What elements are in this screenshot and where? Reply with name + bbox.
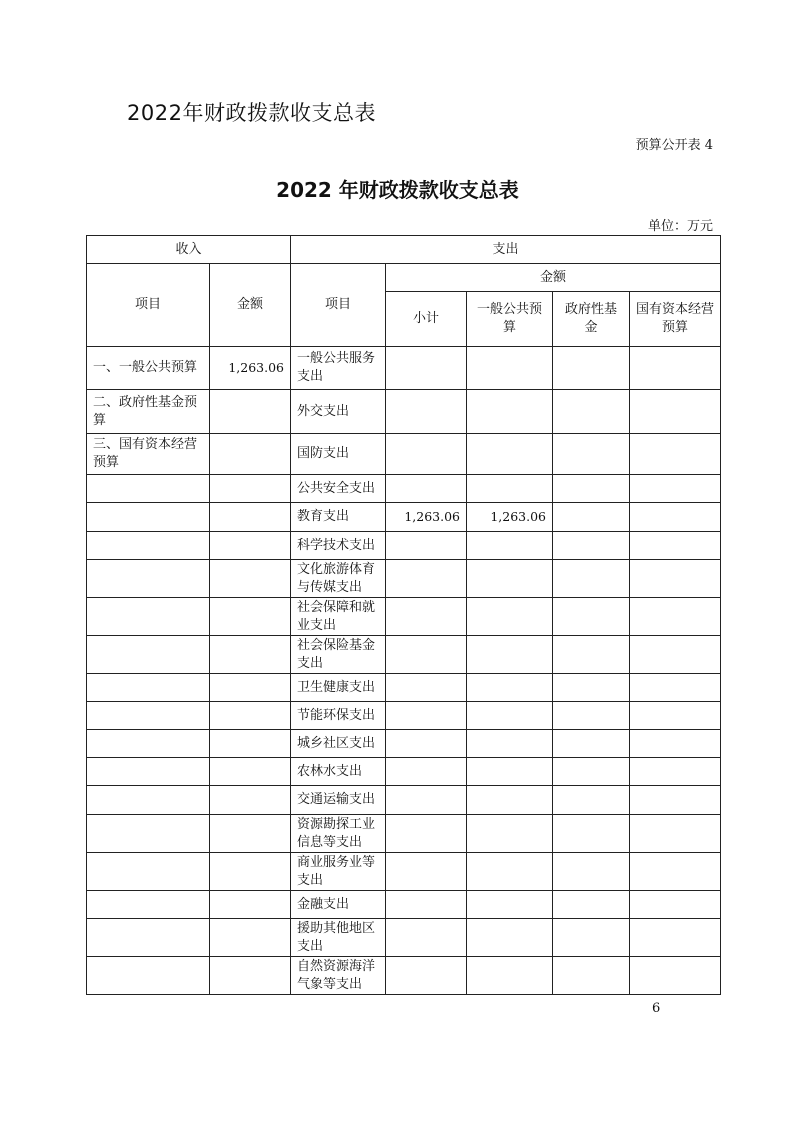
income-item-cell xyxy=(87,891,210,919)
income-amount-cell xyxy=(210,674,291,702)
general-budget-cell xyxy=(467,758,553,786)
income-amount-cell xyxy=(210,434,291,475)
expense-item-cell: 金融支出 xyxy=(291,891,386,919)
gov-fund-cell xyxy=(553,815,630,853)
table-row xyxy=(87,560,721,598)
subtotal-cell xyxy=(386,786,467,815)
subtotal-cell: 1,263.06 xyxy=(386,503,467,532)
header-row-1 xyxy=(87,236,721,264)
general-budget-cell xyxy=(467,730,553,758)
income-item-cell: 三、国有资本经营预算 xyxy=(87,434,210,475)
general-budget-cell xyxy=(467,475,553,503)
state-capital-cell xyxy=(630,853,721,891)
state-capital-cell xyxy=(630,674,721,702)
state-capital-cell xyxy=(630,532,721,560)
income-item-cell xyxy=(87,730,210,758)
gov-fund-cell xyxy=(553,730,630,758)
income-amount-header: 金额 xyxy=(210,264,291,347)
state-capital-cell xyxy=(630,434,721,475)
header-row-2 xyxy=(87,264,721,292)
subtotal-cell xyxy=(386,598,467,636)
gov-fund-cell xyxy=(553,347,630,390)
income-item-cell xyxy=(87,532,210,560)
page-number: 6 xyxy=(652,1001,661,1016)
general-budget-cell xyxy=(467,674,553,702)
subtotal-cell xyxy=(386,957,467,995)
income-item-cell xyxy=(87,957,210,995)
income-item-cell xyxy=(87,702,210,730)
expense-item-header: 项目 xyxy=(291,264,386,347)
general-budget-cell xyxy=(467,786,553,815)
state-capital-cell xyxy=(630,347,721,390)
table-row xyxy=(87,758,721,786)
general-budget-cell: 1,263.06 xyxy=(467,503,553,532)
expense-item-cell: 一般公共服务支出 xyxy=(291,347,386,390)
general-budget-cell xyxy=(467,919,553,957)
general-budget-cell xyxy=(467,815,553,853)
gov-fund-cell xyxy=(553,786,630,815)
general-budget-cell xyxy=(467,598,553,636)
income-item-cell xyxy=(87,853,210,891)
state-capital-cell xyxy=(630,815,721,853)
state-capital-cell xyxy=(630,475,721,503)
gov-fund-cell xyxy=(553,957,630,995)
gov-fund-cell xyxy=(553,674,630,702)
subtotal-cell xyxy=(386,758,467,786)
form-number: 预算公开表 4 xyxy=(635,138,713,153)
table-row xyxy=(87,475,721,503)
state-capital-cell xyxy=(630,598,721,636)
state-capital-cell xyxy=(630,786,721,815)
income-item-cell xyxy=(87,560,210,598)
income-amount-cell xyxy=(210,475,291,503)
general-budget-cell xyxy=(467,957,553,995)
income-amount-cell: 1,263.06 xyxy=(210,347,291,390)
table-row xyxy=(87,347,721,390)
expense-item-cell: 城乡社区支出 xyxy=(291,730,386,758)
expense-item-cell: 科学技术支出 xyxy=(291,532,386,560)
gov-fund-cell xyxy=(553,532,630,560)
income-amount-cell xyxy=(210,730,291,758)
general-budget-header: 一般公共预算 xyxy=(467,292,553,347)
state-capital-cell xyxy=(630,636,721,674)
expense-item-cell: 文化旅游体育与传媒支出 xyxy=(291,560,386,598)
income-item-cell xyxy=(87,475,210,503)
subtotal-cell xyxy=(386,891,467,919)
income-amount-cell xyxy=(210,853,291,891)
table-row xyxy=(87,598,721,636)
subtotal-header: 小计 xyxy=(386,292,467,347)
subtotal-cell xyxy=(386,434,467,475)
state-capital-cell xyxy=(630,560,721,598)
expense-item-cell: 援助其他地区支出 xyxy=(291,919,386,957)
table-row xyxy=(87,532,721,560)
state-capital-cell xyxy=(630,919,721,957)
income-item-cell xyxy=(87,503,210,532)
gov-fund-cell xyxy=(553,702,630,730)
gov-fund-cell xyxy=(553,598,630,636)
table-row xyxy=(87,957,721,995)
general-budget-cell xyxy=(467,891,553,919)
income-amount-cell xyxy=(210,636,291,674)
expense-item-cell: 公共安全支出 xyxy=(291,475,386,503)
income-item-cell: 一、一般公共预算 xyxy=(87,347,210,390)
income-amount-cell xyxy=(210,957,291,995)
general-budget-cell xyxy=(467,434,553,475)
subtotal-cell xyxy=(386,560,467,598)
gov-fund-cell xyxy=(553,636,630,674)
subtotal-cell xyxy=(386,475,467,503)
income-amount-cell xyxy=(210,598,291,636)
income-item-cell xyxy=(87,758,210,786)
subtotal-cell xyxy=(386,730,467,758)
income-amount-cell xyxy=(210,390,291,434)
expense-item-cell: 商业服务业等支出 xyxy=(291,853,386,891)
table-row xyxy=(87,786,721,815)
income-item-cell xyxy=(87,786,210,815)
income-amount-cell xyxy=(210,786,291,815)
general-budget-cell xyxy=(467,636,553,674)
table-row xyxy=(87,390,721,434)
gov-fund-cell xyxy=(553,758,630,786)
income-amount-cell xyxy=(210,758,291,786)
state-capital-cell xyxy=(630,702,721,730)
state-capital-cell xyxy=(630,730,721,758)
gov-fund-cell xyxy=(553,475,630,503)
expense-item-cell: 节能环保支出 xyxy=(291,702,386,730)
budget-table xyxy=(86,235,721,995)
table-row xyxy=(87,730,721,758)
expense-item-cell: 资源勘探工业信息等支出 xyxy=(291,815,386,853)
income-amount-cell xyxy=(210,919,291,957)
general-budget-cell xyxy=(467,702,553,730)
gov-fund-cell xyxy=(553,434,630,475)
expense-item-cell: 卫生健康支出 xyxy=(291,674,386,702)
expense-header: 支出 xyxy=(291,236,721,264)
unit-label: 单位：万元 xyxy=(647,219,713,234)
expense-item-cell: 自然资源海洋气象等支出 xyxy=(291,957,386,995)
general-budget-cell xyxy=(467,560,553,598)
table-row xyxy=(87,853,721,891)
income-item-cell xyxy=(87,598,210,636)
gov-fund-header: 政府性基金 xyxy=(553,292,630,347)
expense-item-cell: 交通运输支出 xyxy=(291,786,386,815)
table-row xyxy=(87,891,721,919)
expense-item-cell: 外交支出 xyxy=(291,390,386,434)
income-item-cell xyxy=(87,919,210,957)
income-item-cell xyxy=(87,636,210,674)
table-title: 2022 年财政拨款收支总表 xyxy=(276,178,519,202)
table-row xyxy=(87,434,721,475)
general-budget-cell xyxy=(467,390,553,434)
subtotal-cell xyxy=(386,919,467,957)
expense-item-cell: 教育支出 xyxy=(291,503,386,532)
table-row xyxy=(87,919,721,957)
gov-fund-cell xyxy=(553,919,630,957)
general-budget-cell xyxy=(467,347,553,390)
gov-fund-cell xyxy=(553,503,630,532)
income-item-cell xyxy=(87,815,210,853)
income-amount-cell xyxy=(210,891,291,919)
state-capital-header: 国有资本经营预算 xyxy=(630,292,721,347)
state-capital-cell xyxy=(630,390,721,434)
income-amount-cell xyxy=(210,560,291,598)
gov-fund-cell xyxy=(553,891,630,919)
expense-item-cell: 社会保障和就业支出 xyxy=(291,598,386,636)
subtotal-cell xyxy=(386,347,467,390)
income-item-cell xyxy=(87,674,210,702)
subtotal-cell xyxy=(386,390,467,434)
subtotal-cell xyxy=(386,702,467,730)
general-budget-cell xyxy=(467,853,553,891)
general-budget-cell xyxy=(467,532,553,560)
subtotal-cell xyxy=(386,674,467,702)
income-amount-cell xyxy=(210,532,291,560)
subtotal-cell xyxy=(386,636,467,674)
income-item-header: 项目 xyxy=(87,264,210,347)
expense-item-cell: 农林水支出 xyxy=(291,758,386,786)
subtotal-cell xyxy=(386,532,467,560)
expense-amount-header: 金额 xyxy=(386,264,721,292)
subtotal-cell xyxy=(386,815,467,853)
gov-fund-cell xyxy=(553,853,630,891)
subtotal-cell xyxy=(386,853,467,891)
expense-item-cell: 国防支出 xyxy=(291,434,386,475)
income-amount-cell xyxy=(210,702,291,730)
expense-item-cell: 社会保险基金支出 xyxy=(291,636,386,674)
state-capital-cell xyxy=(630,891,721,919)
income-amount-cell xyxy=(210,815,291,853)
state-capital-cell xyxy=(630,503,721,532)
income-header: 收入 xyxy=(87,236,291,264)
income-item-cell: 二、政府性基金预算 xyxy=(87,390,210,434)
state-capital-cell xyxy=(630,758,721,786)
state-capital-cell xyxy=(630,957,721,995)
table-row xyxy=(87,636,721,674)
gov-fund-cell xyxy=(553,390,630,434)
table-row xyxy=(87,503,721,532)
table-row xyxy=(87,815,721,853)
income-amount-cell xyxy=(210,503,291,532)
gov-fund-cell xyxy=(553,560,630,598)
table-row xyxy=(87,702,721,730)
table-row xyxy=(87,674,721,702)
document-heading: 2022年财政拨款收支总表 xyxy=(127,101,376,125)
